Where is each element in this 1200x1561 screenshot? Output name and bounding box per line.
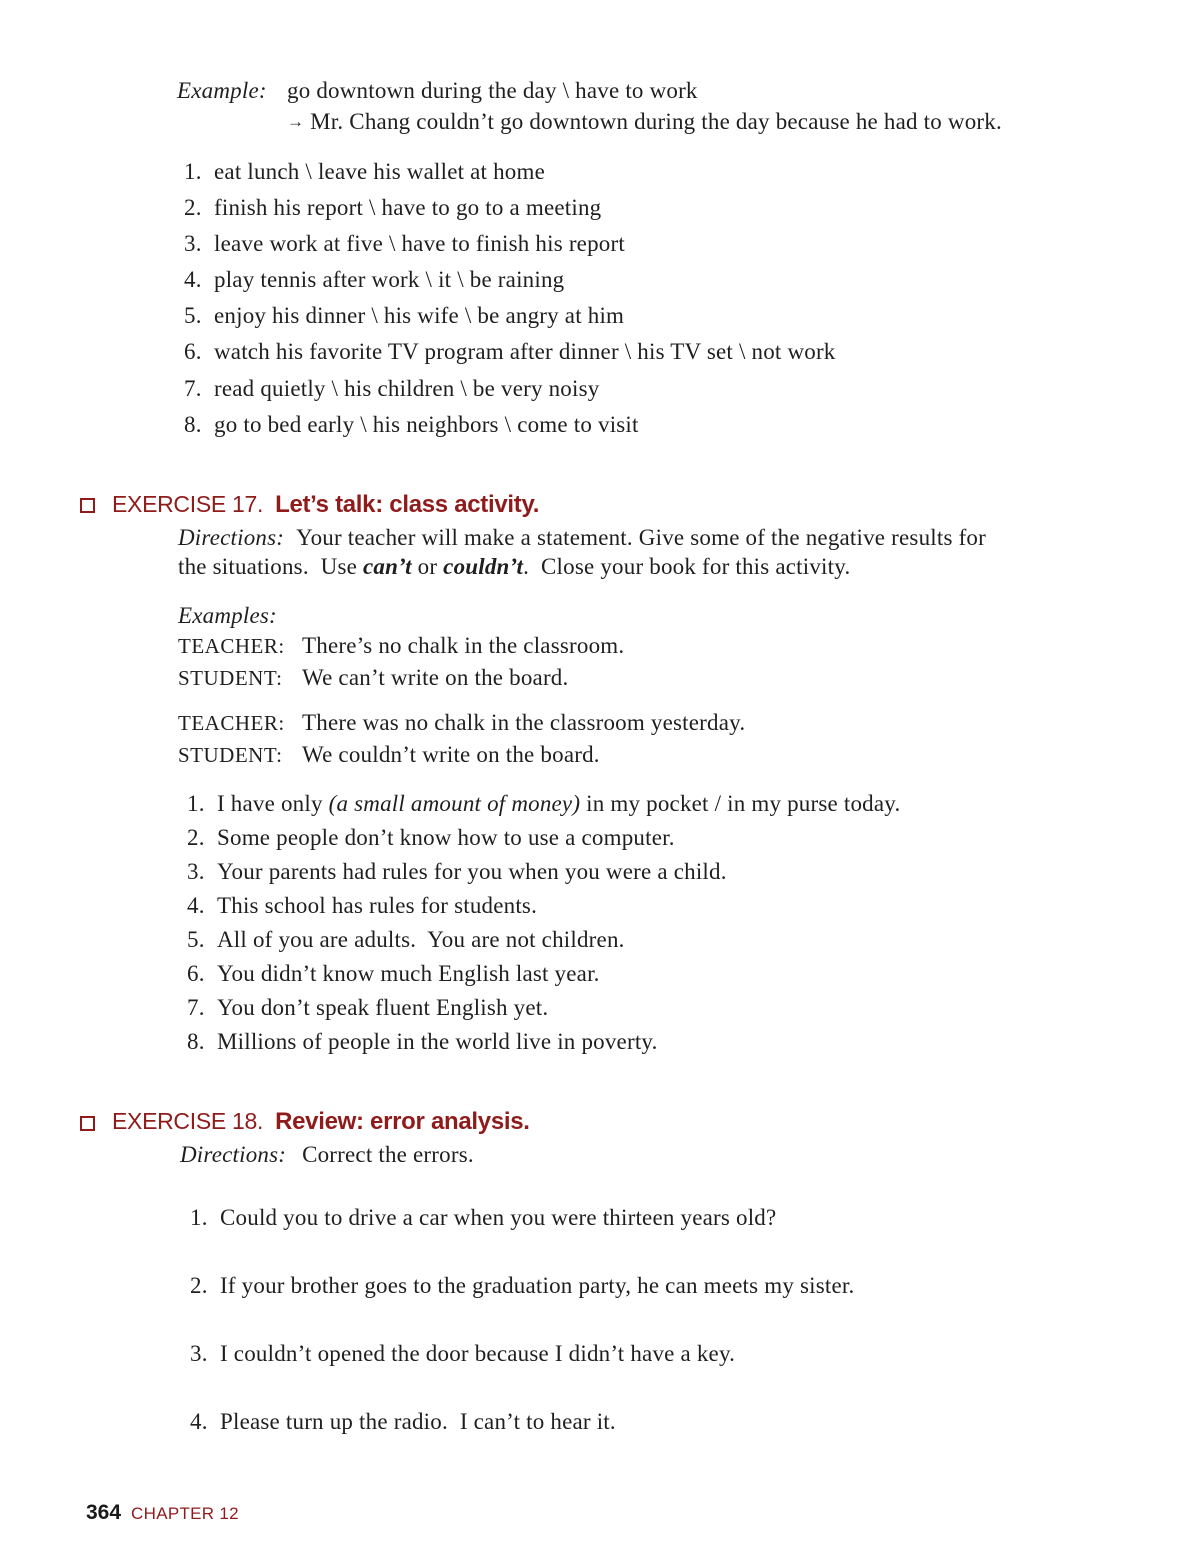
page-footer bbox=[86, 1501, 239, 1525]
list-item: 4. This school has rules for students. bbox=[187, 893, 538, 918]
exercise17-title: Let’s talk: class activity. bbox=[275, 491, 540, 518]
exercise17-heading bbox=[112, 491, 539, 519]
exercise18-checkbox[interactable] bbox=[80, 1116, 95, 1131]
exercise17-checkbox[interactable] bbox=[80, 498, 95, 513]
list-item: 4. play tennis after work \ it \ be raining bbox=[184, 267, 565, 292]
dialog-role: TEACHER: bbox=[178, 634, 285, 658]
dialog-line: STUDENT: We couldn’t write on the board. bbox=[178, 742, 600, 767]
keyword-couldnt: couldn’t bbox=[443, 554, 524, 579]
list-item: 7. read quietly \ his children \ be very noisy bbox=[184, 376, 600, 401]
exercise18-directions bbox=[180, 1142, 474, 1168]
list-item: 6. You didn’t know much English last year. bbox=[187, 961, 600, 986]
examples-label: Examples: bbox=[178, 603, 277, 628]
directions-text: Your teacher will make a statement. Give some of the negative results for bbox=[296, 525, 986, 550]
list-item: 2. If your brother goes to the graduation party, he can meets my sister. bbox=[190, 1273, 855, 1298]
keyword-cant: can’t bbox=[363, 554, 412, 579]
page-number: 364 bbox=[86, 1501, 122, 1524]
directions-label: Directions: bbox=[180, 1142, 287, 1167]
exercise18-heading bbox=[112, 1108, 530, 1136]
list-item: 5. All of you are adults. You are not children. bbox=[187, 927, 625, 952]
dialog-line: TEACHER: There was no chalk in the classroom yesterday. bbox=[178, 710, 746, 735]
list-item: 5. enjoy his dinner \ his wife \ be angry at him bbox=[184, 303, 625, 328]
list-item: 1. Could you to drive a car when you were thirteen years old? bbox=[190, 1205, 777, 1230]
directions-label: Directions: bbox=[178, 525, 285, 550]
list-item: 7. You don’t speak fluent English yet. bbox=[187, 995, 549, 1020]
list-item: 3. I couldn’t opened the door because I didn’t have a key. bbox=[190, 1341, 736, 1366]
list-item: 1. eat lunch \ leave his wallet at home bbox=[184, 159, 545, 184]
dialog-role: STUDENT: bbox=[178, 743, 283, 767]
dialog-role: STUDENT: bbox=[178, 666, 283, 690]
example-prompt: go downtown during the day \ have to work bbox=[287, 78, 698, 103]
dialog-line: TEACHER: There’s no chalk in the classroom. bbox=[178, 633, 625, 658]
exercise17-directions-line1 bbox=[178, 525, 986, 551]
list-item: 8. go to bed early \ his neighbors \ come to visit bbox=[184, 412, 639, 437]
exercise17-directions-line2: the situations. Use can’t or couldn’t. Close your book for this activity. bbox=[178, 554, 851, 579]
arrow-icon: → bbox=[287, 112, 305, 131]
dialog-role: TEACHER: bbox=[178, 711, 285, 735]
example-answer-line bbox=[287, 109, 1002, 135]
chapter-label: CHAPTER 12 bbox=[131, 1504, 239, 1523]
list-item: 2. Some people don’t know how to use a computer. bbox=[187, 825, 675, 850]
list-item: 8. Millions of people in the world live in poverty. bbox=[187, 1029, 658, 1054]
list-item: 1. I have only (a small amount of money) in my pocket / in my purse today. bbox=[187, 791, 901, 816]
exercise18-number: EXERCISE 18. bbox=[112, 1108, 264, 1134]
list-item: 3. Your parents had rules for you when you were a child. bbox=[187, 859, 727, 884]
dialog-line: STUDENT: We can’t write on the board. bbox=[178, 665, 569, 690]
list-item: 3. leave work at five \ have to finish his report bbox=[184, 231, 625, 256]
exercise18-title: Review: error analysis. bbox=[275, 1108, 530, 1135]
directions-text: Correct the errors. bbox=[302, 1142, 474, 1167]
list-item: 4. Please turn up the radio. I can’t to hear it. bbox=[190, 1409, 616, 1434]
example-answer: Mr. Chang couldn’t go downtown during the day because he had to work. bbox=[310, 109, 1002, 134]
exercise17-number: EXERCISE 17. bbox=[112, 491, 264, 517]
list-item: 2. finish his report \ have to go to a meeting bbox=[184, 195, 602, 220]
list-item: 6. watch his favorite TV program after dinner \ his TV set \ not work bbox=[184, 339, 836, 364]
example-label: Example: bbox=[177, 78, 267, 103]
